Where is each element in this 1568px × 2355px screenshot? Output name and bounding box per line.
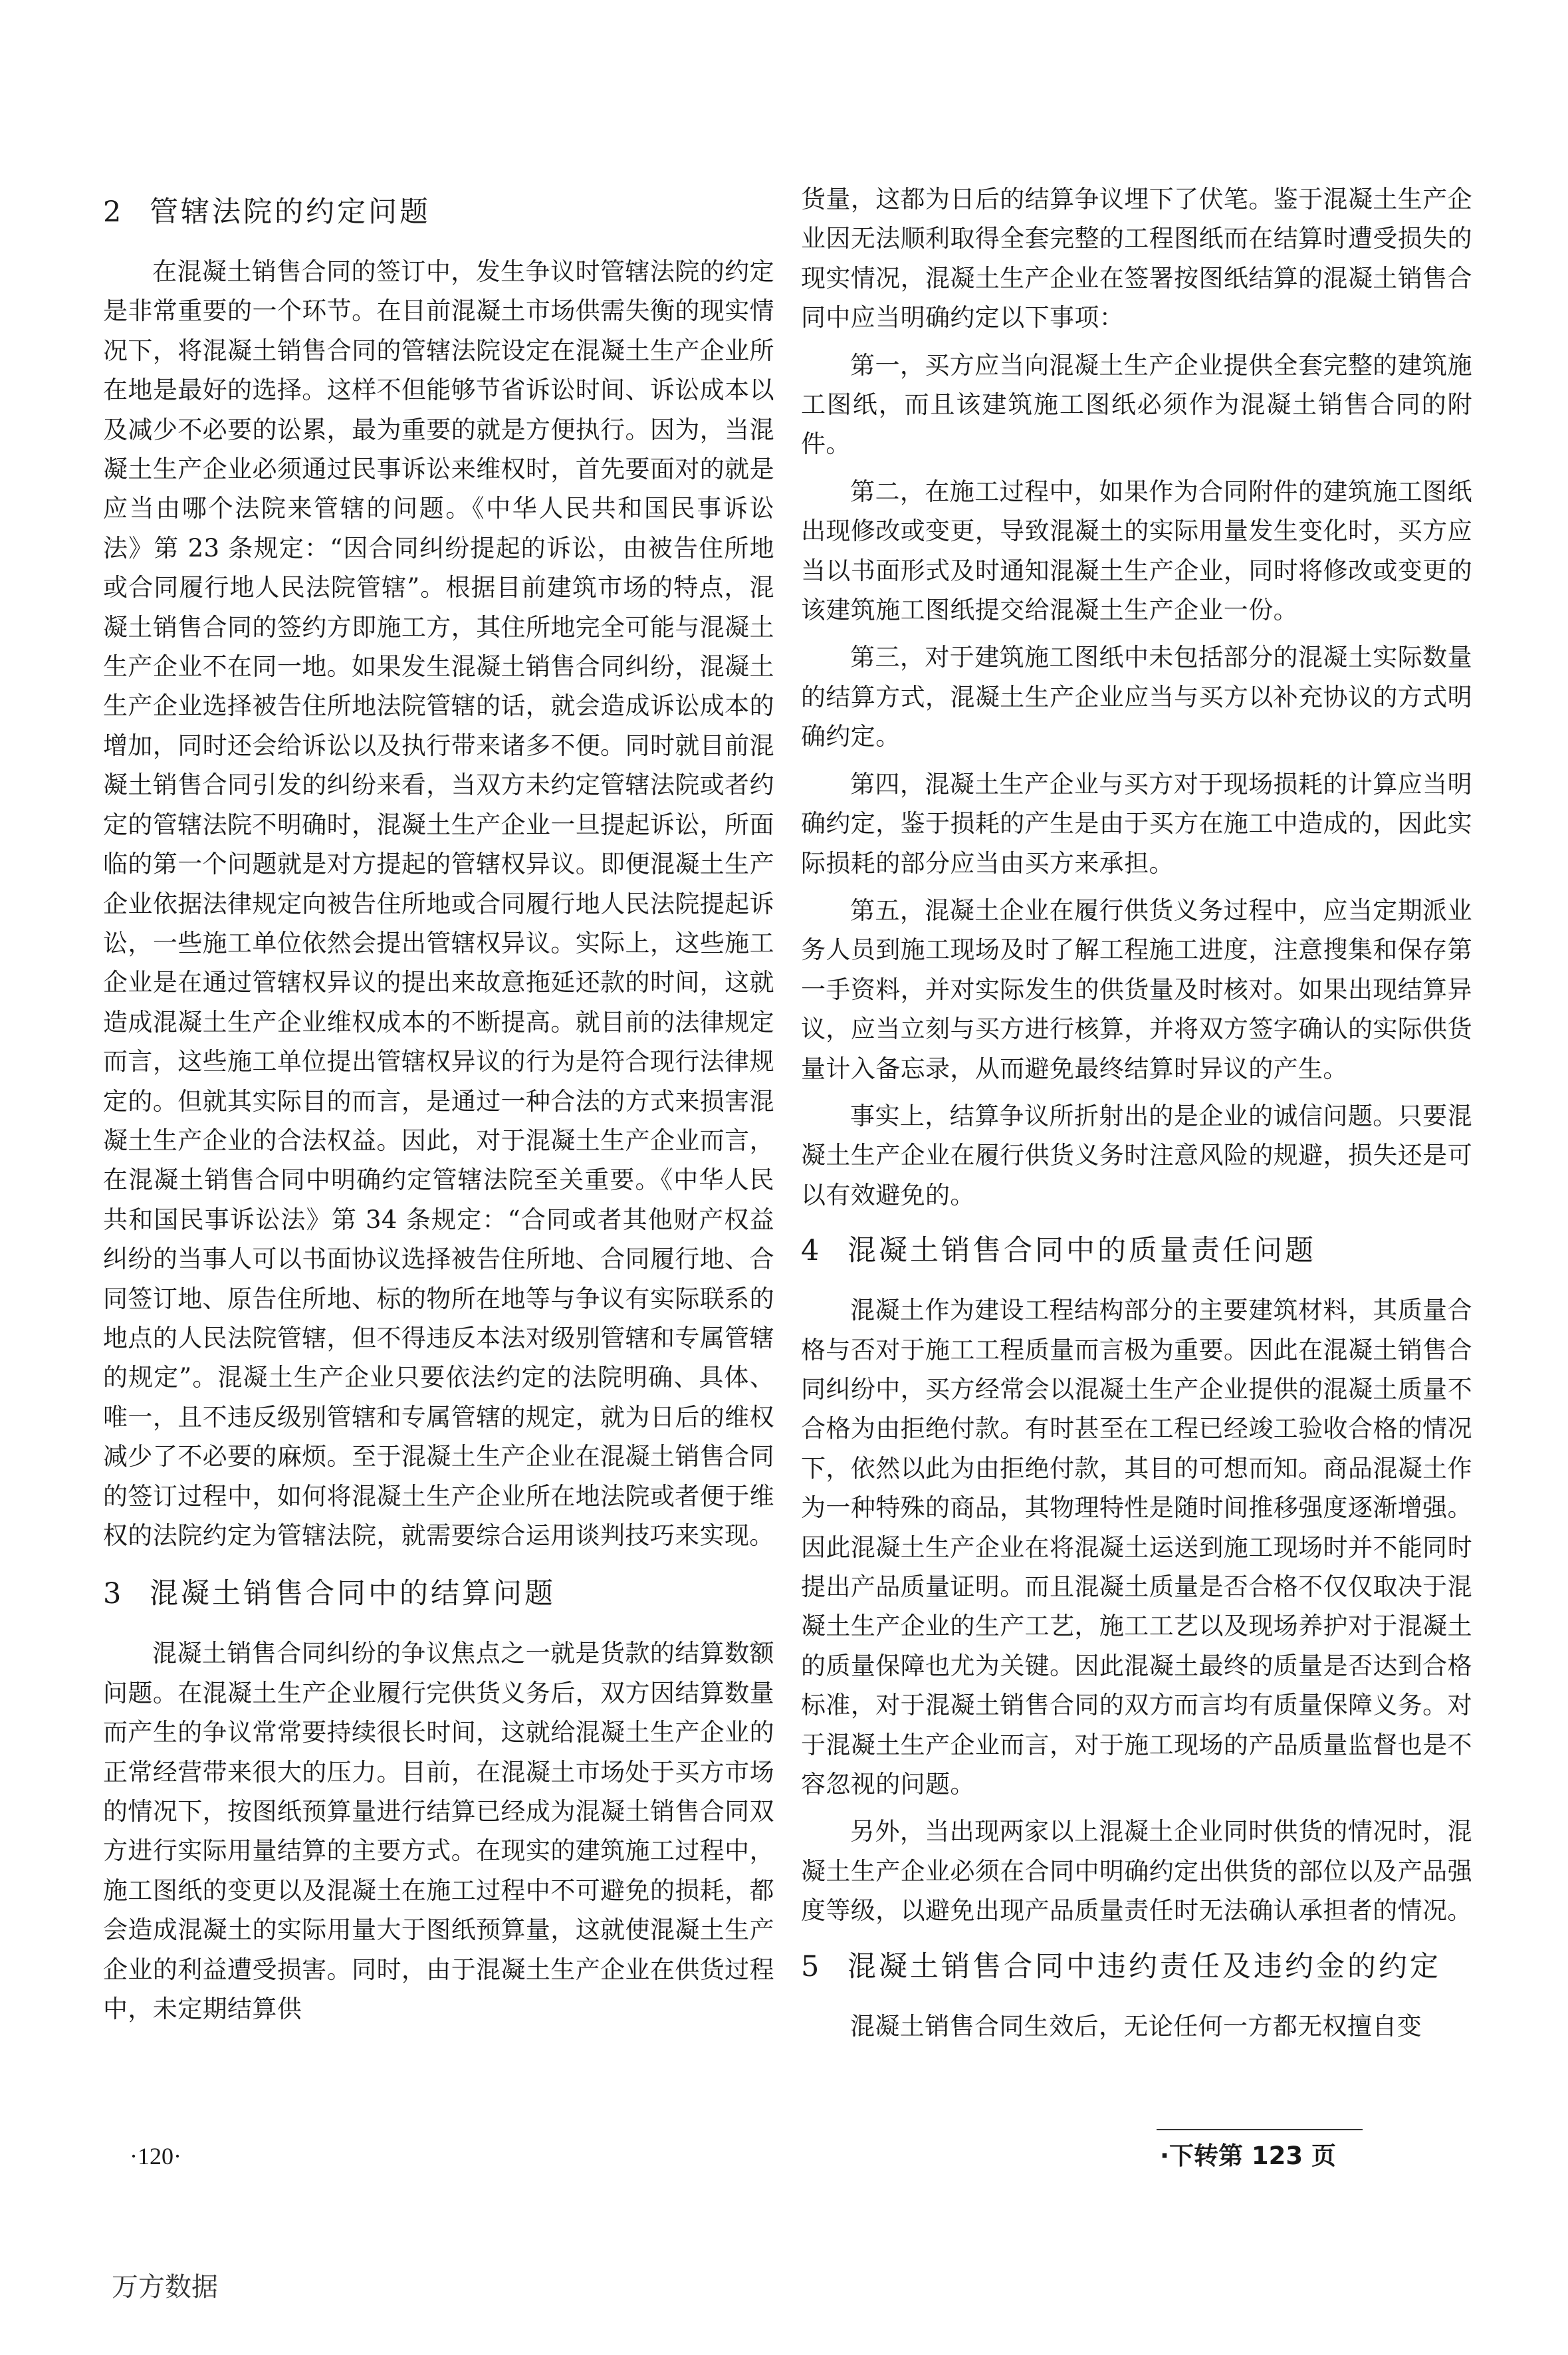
paragraph: 混凝土销售合同生效后，无论任何一方都无权擅自变 xyxy=(850,2011,1422,2041)
list-item: 第三，对于建筑施工图纸中未包括部分的混凝土实际数量的结算方式，混凝土生产企业应当与买方以补充协议的方式明确约定。 xyxy=(801,643,1472,751)
section-title: 管辖法院的约定问题 xyxy=(150,195,431,229)
paragraph: 混凝土销售合同纠纷的争议焦点之一就是货款的结算数额问题。在混凝土生产企业履行完供货义务后，双方因结算数量而产生的争议常常要持续很长时间，这就给混凝土生产企业的正常经营带来很大的压力。目前，在混凝土市场处于买方市场的情况下，按图纸预算量进行结算已经成为混凝土销售合同双方进行实际用量结算的主要方式。在现实的建筑施工过程中，施工图纸的变更以及混凝土在施工过程中不可避免的损耗，都会造成混凝土的实际用量大于图纸预算量，这就使混凝土生产企业的利益遭受损害。同时，由于混凝土生产企业在供货过程中，未定期结算供 xyxy=(103,1639,774,2024)
section-title: 混凝土销售合同中的结算问题 xyxy=(150,1577,556,1611)
paragraph: 事实上，结算争议所折射出的是企业的诚信问题。只要混凝土生产企业在履行供货义务时注意风险的规避，损失还是可以有效避免的。 xyxy=(801,1101,1472,1209)
page-number: ·120· xyxy=(130,2143,181,2169)
list-item: 第五，混凝土企业在履行供货义务过程中，应当定期派业务人员到施工现场及时了解工程施工进度，注意搜集和保存第一手资料，并对实际发生的供货量及时核对。如果出现结算异议，应当立刻与买方进行核算，并将双方签字确认的实际供货量计入备忘录，从而避免最终结算时异议的产生。 xyxy=(801,896,1472,1083)
section-3-heading xyxy=(103,1574,774,1614)
section-5-heading xyxy=(801,1947,1472,1987)
paragraph: 混凝土作为建设工程结构部分的主要建筑材料，其质量合格与否对于施工工程质量而言极为重要。因此在混凝土销售合同纠纷中，买方经常会以混凝土生产企业提供的混凝土质量不合格为由拒绝付款。有时甚至在工程已经竣工验收合格的情况下，依然以此为由拒绝付款，其目的可想而知。商品混凝土作为一种特殊的商品，其物理特性是随时间推移强度逐渐增强。因此混凝土生产企业在将混凝土运送到施工现场时并不能同时提出产品质量证明。而且混凝土质量是否合格不仅仅取决于混凝土生产企业的生产工艺，施工工艺以及现场养护对于混凝土的质量保障也尤为关键。因此混凝土最终的质量是否达到合格标准，对于混凝土销售合同的双方而言均有质量保障义务。对于混凝土生产企业而言，对于施工现场的产品质量监督也是不容忽视的问题。 xyxy=(801,1296,1472,1799)
section-4-heading xyxy=(801,1231,1472,1271)
paragraph: 在混凝土销售合同的签订中，发生争议时管辖法院的约定是非常重要的一个环节。在目前混凝土市场供需失衡的现实情况下，将混凝土销售合同的管辖法院设定在混凝土生产企业所在地是最好的选择。这样不但能够节省诉讼时间、诉讼成本以及减少不必要的讼累，最为重要的就是方便执行。因为，当混凝土生产企业必须通过民事诉讼来维权时，首先要面对的就是应当由哪个法院来管辖的问题。《中华人民共和国民事诉讼法》第 23 条规定：“因合同纠纷提起的诉讼，由被告住所地或合同履行地人民法院管辖”。根据目前建筑市场的特点，混凝土销售合同的签约方即施工方，其住所地完全可能与混凝土生产企业不在同一地。如果发生混凝土销售合同纠纷，混凝土生产企业选择被告住所地法院管辖的话，就会造成诉讼成本的增加，同时还会给诉讼以及执行带来诸多不便。同时就目前混凝土销售合同引发的纠纷来看，当双方未约定管辖法院或者约定的管辖法院不明确时，混凝土生产企业一旦提起诉讼，所面临的第一个问题就是对方提起的管辖权异议。即便混凝土生产企业依据法律规定向被告住所地或合同履行地人民法院提起诉讼，一些施工单位依然会提出管辖权异议。实际上，这些施工企业是在通过管辖权异议的提出来故意拖延还款的时间，这就造成混凝土生产企业维权成本的不断提高。就目前的法律规定而言，这些施工单位提出管辖权异议的行为是符合现行法律规定的。但就其实际目的而言，是通过一种合法的方式来损害混凝土生产企业的合法权益。因此，对于混凝土生产企业而言，在混凝土销售合同中明确约定管辖法院至关重要。《中华人民共和国民事诉讼法》第 34 条规定：“合同或者其他财产权益纠纷的当事人可以书面协议选择被告住所地、合同履行地、合同签订地、原告住所地、标的物所在地等与争议有实际联系的地点的人民法院管辖，但不得违反本法对级别管辖和专属管辖的规定”。混凝土生产企业只要依法约定的法院明确、具体、唯一，且不违反级别管辖和专属管辖的规定，就为日后的维权减少了不必要的麻烦。至于混凝土生产企业在混凝土销售合同的签订过程中，如何将混凝土生产企业所在地法院或者便于维权的法院约定为管辖法院，就需要综合运用谈判技巧来实现。 xyxy=(103,257,774,1550)
section-number: 4 xyxy=(801,1234,820,1268)
section-number: 2 xyxy=(103,195,122,229)
left-column xyxy=(103,189,774,2037)
section-2-heading xyxy=(103,192,774,232)
continue-note: ·下转第 123 页 xyxy=(1160,2142,1337,2170)
list-item: 第一，买方应当向混凝土生产企业提供全套完整的建筑施工图纸，而且该建筑施工图纸必须作为混凝土销售合同的附件。 xyxy=(801,350,1472,459)
watermark: 万方数据 xyxy=(112,2272,218,2302)
section-number: 5 xyxy=(801,1949,820,1983)
section-title: 混凝土销售合同中违约责任及违约金的约定 xyxy=(847,1949,1441,1983)
list-item: 第四，混凝土生产企业与买方对于现场损耗的计算应当明确约定，鉴于损耗的产生是由于买方在施工中造成的，因此实际损耗的部分应当由买方来承担。 xyxy=(801,769,1472,878)
section-title: 混凝土销售合同中的质量责任问题 xyxy=(847,1234,1316,1268)
section-number: 3 xyxy=(103,1577,122,1611)
right-column xyxy=(801,180,1472,2054)
continued-paragraph: 货量，这都为日后的结算争议埋下了伏笔。鉴于混凝土生产企业因无法顺利取得全套完整的工程图纸而在结算时遭受损失的现实情况，混凝土生产企业在签署按图纸结算的混凝土销售合同中应当明确约定以下事项： xyxy=(801,185,1472,332)
divider xyxy=(1157,2129,1363,2130)
paragraph: 另外，当出现两家以上混凝土企业同时供货的情况时，混凝土生产企业必须在合同中明确约定出供货的部位以及产品强度等级，以避免出现产品质量责任时无法确认承担者的情况。 xyxy=(801,1817,1472,1925)
list-item: 第二，在施工过程中，如果作为合同附件的建筑施工图纸出现修改或变更，导致混凝土的实际用量发生变化时，买方应当以书面形式及时通知混凝土生产企业，同时将修改或变更的该建筑施工图纸提交给混凝土生产企业一份。 xyxy=(801,477,1472,625)
